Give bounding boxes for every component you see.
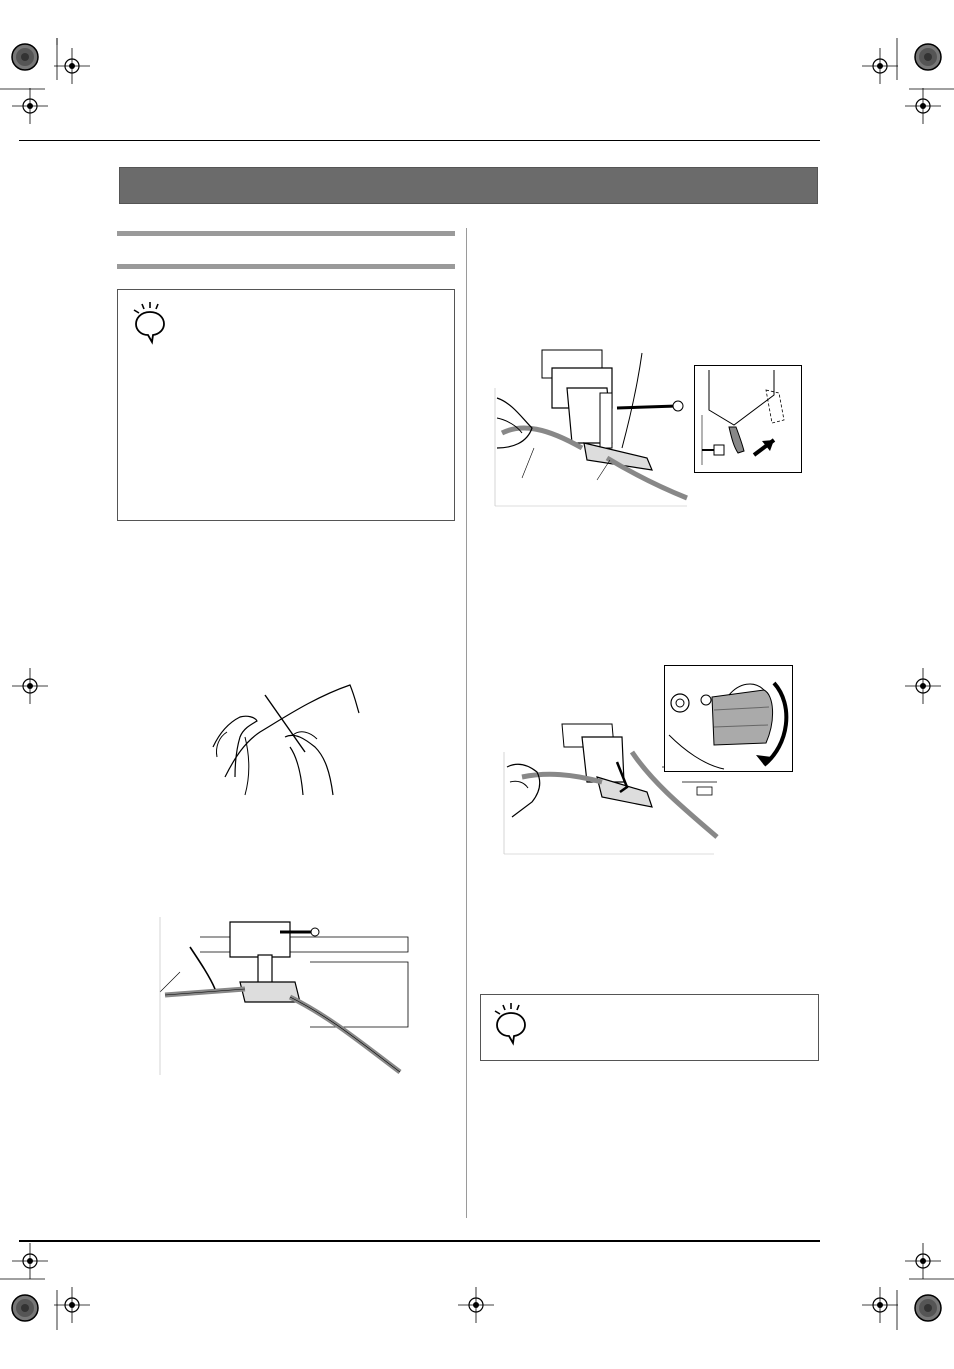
illustration-inset-handwheel xyxy=(664,665,794,773)
illustration-presser-foot-hand-right xyxy=(492,348,692,508)
subsection-bar-bottom xyxy=(117,264,455,269)
header-rule xyxy=(19,140,820,141)
illustration-inset-lever xyxy=(694,365,802,473)
section-title-bar xyxy=(119,167,818,204)
note-box-left xyxy=(117,289,455,521)
subsection-bar-top xyxy=(117,231,455,236)
note-icon xyxy=(128,300,168,344)
column-divider xyxy=(466,228,467,1218)
note-icon xyxy=(489,1001,529,1045)
note-box-right xyxy=(480,994,819,1061)
footer-rule xyxy=(19,1240,820,1242)
illustration-presser-foot-cord-left xyxy=(160,917,410,1077)
illustration-threading-needle xyxy=(205,677,365,802)
